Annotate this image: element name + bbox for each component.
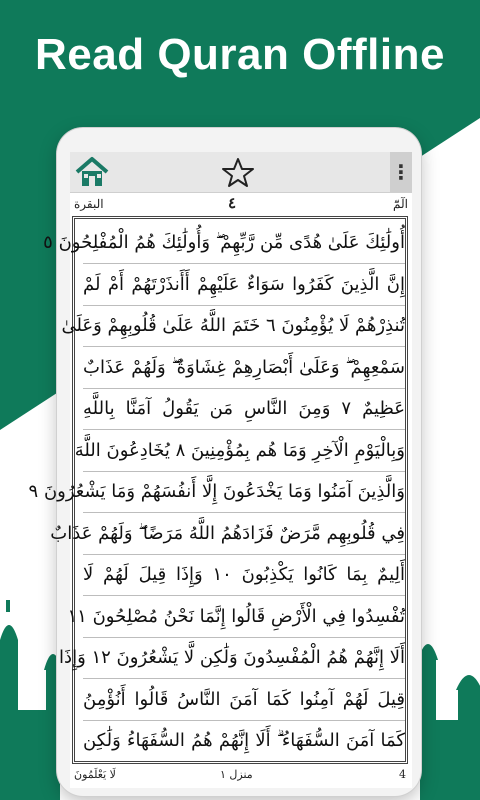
verse-line: أَلِيمٌ بِمَا كَانُوا يَكْذِبُونَ ١٠ وَإِذَا قِيلَ لَهُمْ لَا (83, 555, 405, 596)
surah-name: البقرة (74, 197, 104, 211)
more-vertical-icon: ⋮ (391, 160, 411, 184)
verse-line: فِي قُلُوبِهِم مَّرَضٌ فَزَادَهُمُ اللَّهُ مَرَضًا ۖ وَلَهُمْ عَذَابٌ (83, 514, 405, 555)
verse-line: إِنَّ الَّذِينَ كَفَرُوا سَوَاءٌ عَلَيْهِمْ أَأَنذَرْتَهُمْ أَمْ لَمْ (83, 265, 405, 306)
juz-name: الٓمّٓ (393, 197, 408, 211)
quran-text[interactable] (28, 223, 405, 761)
verse-line: سَمْعِهِمْ ۖ وَعَلَىٰ أَبْصَارِهِمْ غِشَاوَةٌ ۖ وَلَهُمْ عَذَابٌ (83, 348, 405, 389)
verse-line: وَبِالْيَوْمِ الْآخِرِ وَمَا هُم بِمُؤْمِنِينَ ٨ يُخَادِعُونَ اللَّهَ (83, 431, 405, 472)
verse-line: تُفْسِدُوا فِي الْأَرْضِ قَالُوا إِنَّمَا نَحْنُ مُصْلِحُونَ ١١ (83, 597, 405, 638)
overflow-menu-button[interactable] (390, 152, 412, 192)
verse-line: كَمَا آمَنَ السُّفَهَاءُ ۗ أَلَا إِنَّهُمْ هُمُ السُّفَهَاءُ وَلَٰكِن (83, 730, 405, 751)
page-footer (70, 766, 412, 786)
page-header (70, 194, 412, 216)
home-button[interactable] (74, 156, 110, 188)
page-number: ٤ (228, 194, 237, 212)
verse-line: أَلَا إِنَّهُمْ هُمُ الْمُفْسِدُونَ وَلَٰكِن لَّا يَشْعُرُونَ ١٢ وَإِذَا (83, 638, 405, 679)
promo-headline: Read Quran Offline (35, 30, 445, 79)
app-toolbar (70, 152, 412, 193)
star-icon (220, 156, 256, 188)
app-screen (28, 152, 412, 788)
bookmark-button[interactable] (220, 156, 256, 188)
catchword: لَا يَعْلَمُونَ (74, 768, 116, 781)
manzil-label: منزل ١ (220, 768, 253, 781)
verse-line: تُنذِرْهُمْ لَا يُؤْمِنُونَ ٦ خَتَمَ اللَّهُ عَلَىٰ قُلُوبِهِمْ وَعَلَىٰ (83, 306, 405, 347)
footer-page-number: 4 (399, 768, 406, 781)
verse-line: قِيلَ لَهُمْ آمِنُوا كَمَا آمَنَ النَّاسُ قَالُوا أَنُؤْمِنُ (83, 680, 405, 721)
verse-line: أُولَٰئِكَ عَلَىٰ هُدًى مِّن رَّبِّهِمْ ۖ وَأُولَٰئِكَ هُمُ الْمُفْلِحُونَ ٥ (83, 223, 405, 264)
verse-line: وَالَّذِينَ آمَنُوا وَمَا يَخْدَعُونَ إِلَّا أَنفُسَهُمْ وَمَا يَشْعُرُونَ ٩ (83, 472, 405, 513)
home-icon (74, 156, 110, 188)
quran-page-frame (28, 216, 408, 764)
verse-line: عَظِيمٌ ٧ وَمِنَ النَّاسِ مَن يَقُولُ آمَنَّا بِاللَّهِ (83, 389, 405, 430)
